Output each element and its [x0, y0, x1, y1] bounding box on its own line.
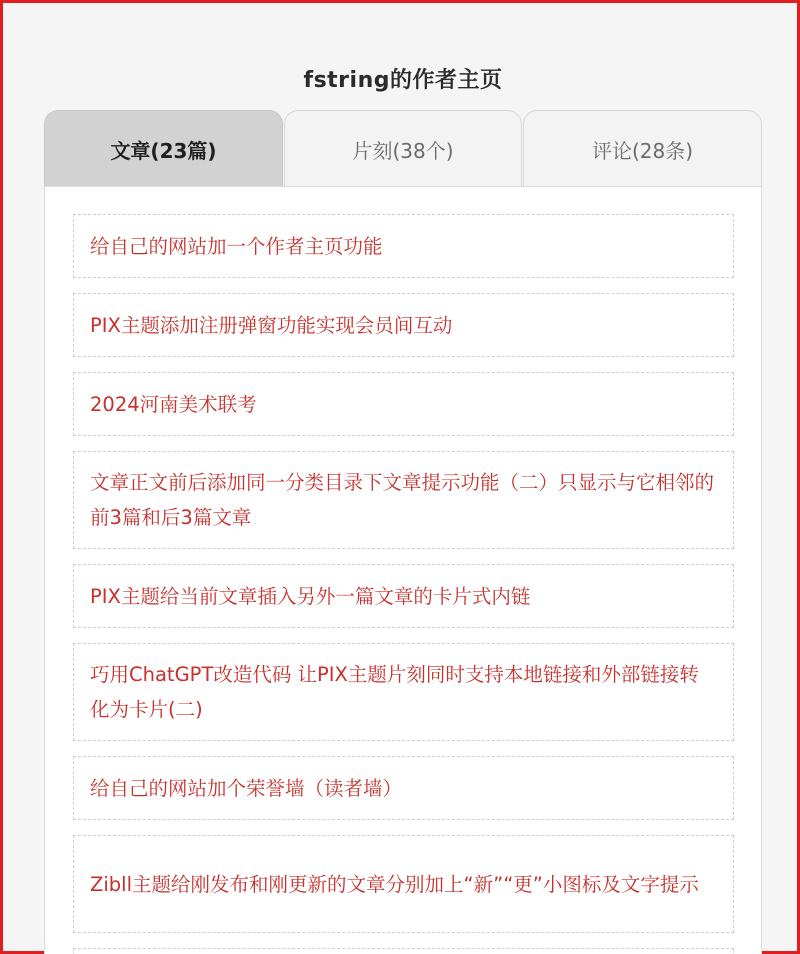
- article-link-partial[interactable]: [73, 948, 734, 954]
- article-title: 2024河南美术联考: [90, 392, 257, 416]
- tab-comments[interactable]: 评论(28条): [523, 110, 762, 187]
- article-link[interactable]: [73, 756, 734, 820]
- articles-panel: [44, 186, 762, 954]
- article-list: [73, 214, 734, 954]
- article-title: 文章正文前后添加同一分类目录下文章提示功能（二）只显示与它相邻的前3篇和后3篇文章: [90, 471, 715, 529]
- article-title: 给自己的网站加个荣誉墙（读者墙）: [90, 776, 403, 800]
- tab-bar: [44, 110, 762, 187]
- article-title: Zibll主题给刚发布和刚更新的文章分别加上“新”“更”小图标及文字提示: [90, 872, 699, 896]
- article-link[interactable]: [73, 214, 734, 278]
- page-title: fstring的作者主页: [303, 68, 503, 93]
- article-link[interactable]: [73, 835, 734, 933]
- tab-moments[interactable]: 片刻(38个): [284, 110, 522, 187]
- article-title: 给自己的网站加一个作者主页功能: [90, 234, 383, 258]
- article-link[interactable]: [73, 564, 734, 628]
- article-link[interactable]: [73, 293, 734, 357]
- article-title: 巧用ChatGPT改造代码 让PIX主题片刻同时支持本地链接和外部链接转化为卡片(二): [90, 663, 699, 721]
- article-link[interactable]: [73, 372, 734, 436]
- article-link[interactable]: [73, 643, 734, 741]
- tab-articles[interactable]: 文章(23篇): [44, 110, 283, 187]
- article-title: PIX主题添加注册弹窗功能实现会员间互动: [90, 313, 453, 337]
- article-link[interactable]: [73, 451, 734, 549]
- article-title: PIX主题给当前文章插入另外一篇文章的卡片式内链: [90, 584, 531, 608]
